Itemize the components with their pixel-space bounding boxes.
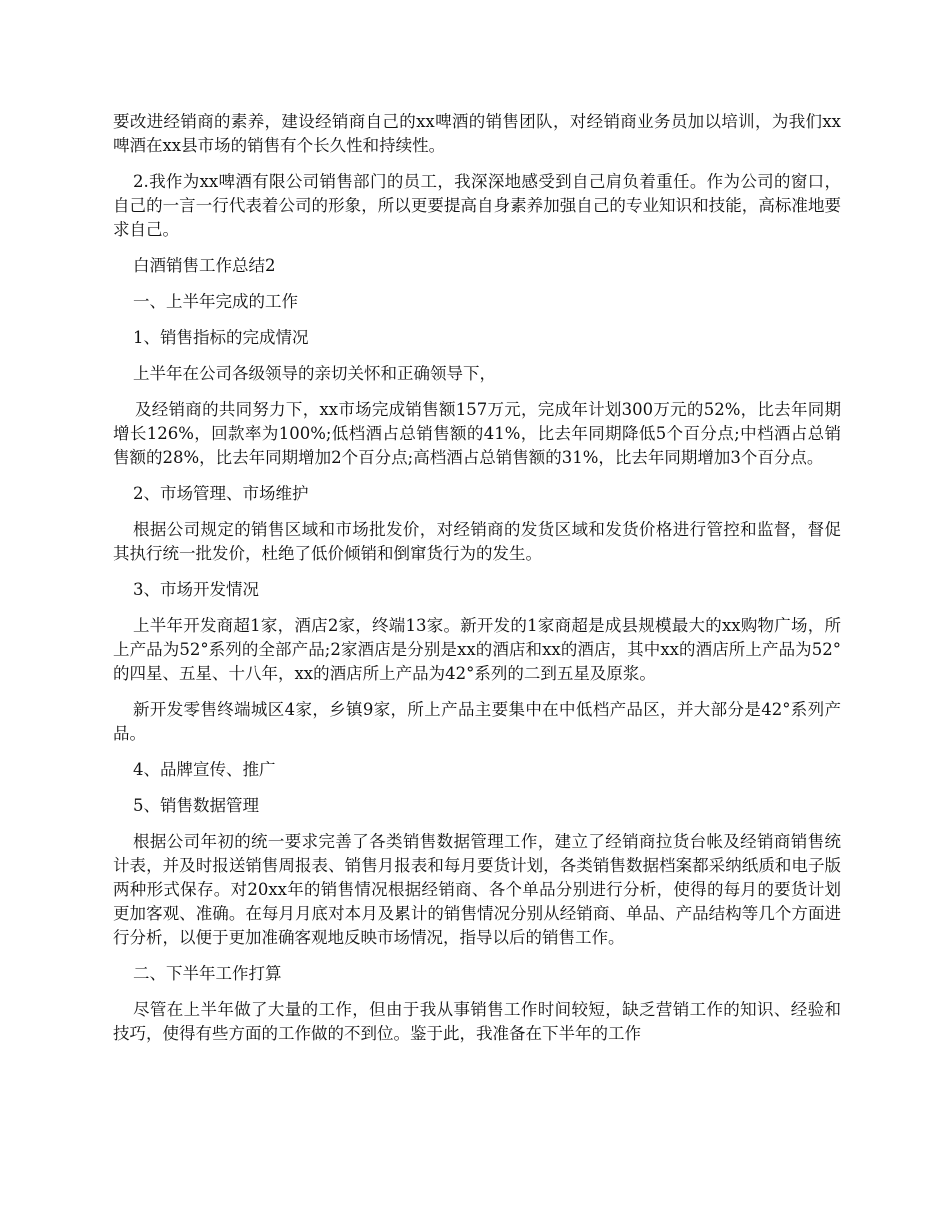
body-paragraph: 新开发零售终端城区4家，乡镇9家，所上产品主要集中在中低档产品区，并大部分是42°系列产品。 — [113, 700, 841, 743]
subsection-heading: 4、品牌宣传、推广 — [133, 760, 276, 779]
body-paragraph: 及经销商的共同努力下，xx市场完成销售额157万元，完成年计划300万元的52%，比去年同期增长126%，回款率为100%;低档酒占总销售额的41%，比去年同期降低5个百分点;中档酒占总销售额的28%，比去年同期增加2个百分点;高档酒占总销售额的31%，比去年同期增加3个百分点。 — [113, 400, 841, 467]
body-paragraph: 根据公司规定的销售区域和市场批发价，对经销商的发货区域和发货价格进行管控和监督，督促其执行统一批发价，杜绝了低价倾销和倒窜货行为的发生。 — [113, 520, 841, 563]
section-title: 白酒销售工作总结2 — [133, 256, 276, 275]
subsection-heading: 1、销售指标的完成情况 — [133, 328, 309, 347]
section-heading: 一、上半年完成的工作 — [133, 292, 298, 311]
body-paragraph: 根据公司年初的统一要求完善了各类销售数据管理工作，建立了经销商拉货台帐及经销商销售统计表，并及时报送销售周报表、销售月报表和每月要货计划，各类销售数据档案都采纳纸质和电子版两种形式保存。对20xx年的销售情况根据经销商、各个单品分别进行分析，使得的每月的要货计划更加客观、准确。在每月月底对本月及累计的销售情况分别从经销商、单品、产品结构等几个方面进行分析，以便于更加准确客观地反映市场情况，指导以后的销售工作。 — [113, 832, 841, 947]
body-paragraph: 2.我作为xx啤酒有限公司销售部门的员工，我深深地感受到自己肩负着重任。作为公司的窗口，自己的一言一行代表着公司的形象，所以更要提高自身素养加强自己的专业知识和技能，高标准地要求自己。 — [113, 172, 841, 239]
body-paragraph: 上半年开发商超1家，酒店2家，终端13家。新开发的1家商超是成县规模最大的xx购物广场，所上产品为52°系列的全部产品;2家酒店是分别是xx的酒店和xx的酒店，其中xx的酒店所上产品为52°的四星、五星、十八年，xx的酒店所上产品为42°系列的二到五星及原浆。 — [113, 616, 841, 683]
subsection-heading: 3、市场开发情况 — [133, 580, 259, 599]
body-paragraph: 尽管在上半年做了大量的工作，但由于我从事销售工作时间较短，缺乏营销工作的知识、经验和技巧，使得有些方面的工作做的不到位。鉴于此，我准备在下半年的工作 — [113, 1000, 841, 1043]
subsection-heading: 5、销售数据管理 — [133, 796, 259, 815]
subsection-heading: 2、市场管理、市场维护 — [133, 484, 309, 503]
body-paragraph: 要改进经销商的素养，建设经销商自己的xx啤酒的销售团队，对经销商业务员加以培训，为我们xx啤酒在xx县市场的销售有个长久性和持续性。 — [113, 112, 841, 155]
body-paragraph: 上半年在公司各级领导的亲切关怀和正确领导下， — [133, 364, 496, 383]
document-body — [113, 110, 841, 1058]
section-heading: 二、下半年工作打算 — [133, 964, 282, 983]
